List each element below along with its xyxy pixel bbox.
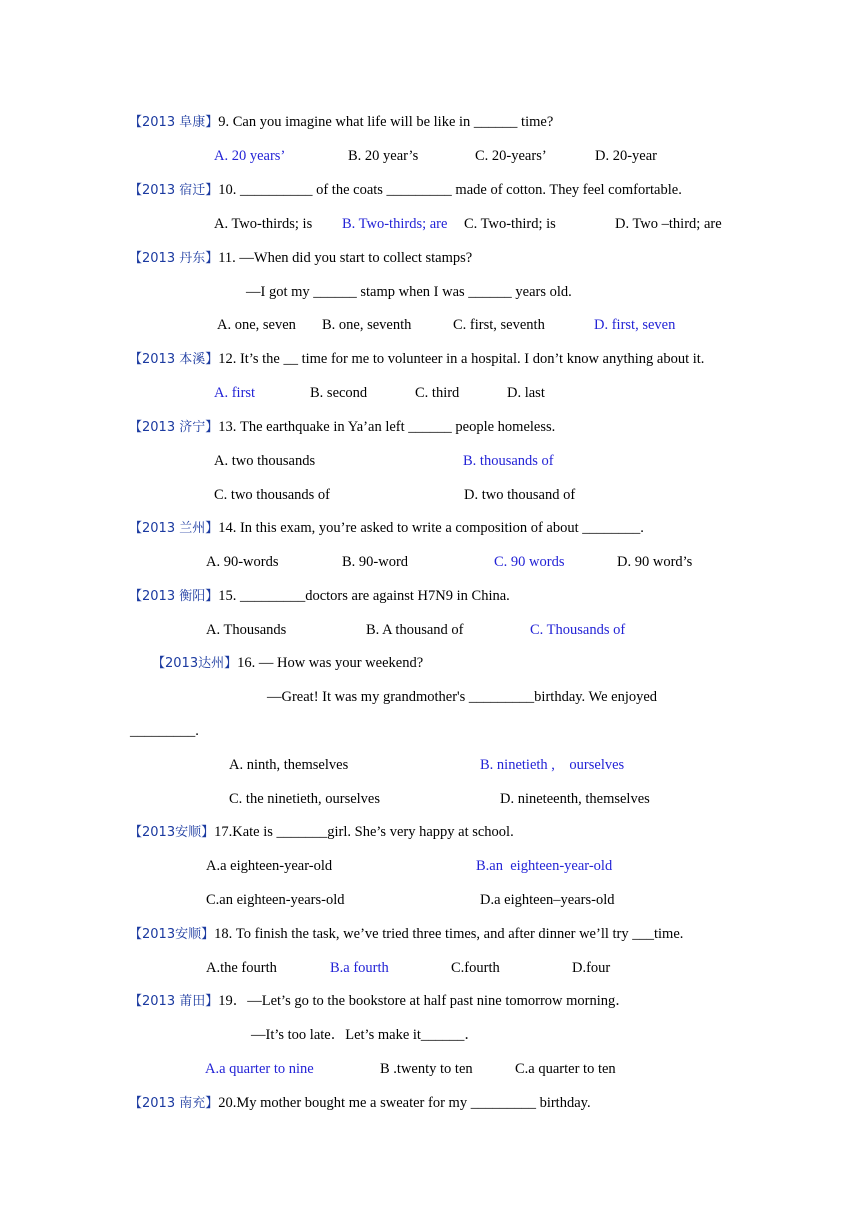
- question-14: [129, 518, 644, 539]
- question-source-tag: 【2013达州】: [152, 656, 238, 671]
- question-source-tag: 【2013 丹东】: [129, 251, 219, 266]
- option-c: C. 90 words: [494, 554, 565, 570]
- option-a: A. 90-words: [206, 554, 279, 570]
- question-15: [129, 586, 510, 607]
- option-c: C. third: [415, 385, 460, 401]
- question-stem: 18. To finish the task, we’ve tried three times, and after dinner we’ll try ___time.: [214, 926, 684, 942]
- option-d: D. two thousand of: [464, 487, 576, 503]
- question-stem: 19．—Let’s go to the bookstore at half past nine tomorrow morning．: [218, 993, 630, 1009]
- option-a: A.a quarter to nine: [205, 1061, 314, 1077]
- option-b: B. 20 year’s: [348, 148, 419, 164]
- question-stem: 13. The earthquake in Ya’an left ______ people homeless.: [218, 419, 556, 435]
- question-stem: 12. It’s the __ time for me to volunteer in a hospital. I don’t know anything about it.: [218, 351, 705, 367]
- option-c: C.an eighteen-years-old: [206, 892, 345, 908]
- option-b: B. 90-word: [342, 554, 409, 570]
- option-b: B. A thousand of: [366, 622, 464, 638]
- question-source-tag: 【2013安顺】: [129, 927, 215, 942]
- question-16: [152, 653, 423, 674]
- option-d: D. nineteenth, themselves: [500, 791, 650, 807]
- question-10: [129, 180, 682, 201]
- question-source-tag: 【2013 宿迁】: [129, 183, 219, 198]
- option-b: B. second: [310, 385, 368, 401]
- option-a: A. Two-thirds; is: [214, 216, 313, 232]
- option-b: B. one, seventh: [322, 317, 412, 333]
- option-b: B. ninetieth , ourselves: [480, 757, 625, 773]
- option-d: D. Two –third; are: [615, 216, 722, 232]
- option-d: D. 90 word’s: [617, 554, 693, 570]
- option-b: B.a fourth: [330, 960, 389, 976]
- question-stem: 11. —When did you start to collect stamps?: [218, 250, 473, 266]
- question-source-tag: 【2013安顺】: [129, 825, 215, 840]
- question-stem: 15. _________doctors are against H7N9 in China.: [218, 588, 510, 604]
- question-source-tag: 【2013 本溪】: [129, 352, 219, 367]
- option-b: B. thousands of: [463, 453, 554, 469]
- dialogue-reply: —It’s too late．Let’s make it______．: [251, 1027, 479, 1043]
- option-a: A. 20 years’: [214, 148, 286, 164]
- option-a: A.a eighteen-year-old: [206, 858, 333, 874]
- question-source-tag: 【2013 南充】: [129, 1096, 219, 1111]
- option-a: A. one, seven: [217, 317, 296, 333]
- option-c: C.a quarter to ten: [515, 1061, 616, 1077]
- option-c: C. first, seventh: [453, 317, 545, 333]
- question-stem: 10. __________ of the coats _________ made of cotton. They feel comfortable.: [218, 182, 682, 198]
- dialogue-reply: —Great! It was my grandmother's _________birthday. We enjoyed: [267, 689, 658, 705]
- question-source-tag: 【2013 衡阳】: [129, 589, 219, 604]
- question-stem: 17.Kate is _______girl. She’s very happy at school.: [214, 824, 514, 840]
- option-d: D.four: [572, 960, 611, 976]
- question-stem: 16. — How was your weekend?: [237, 655, 424, 671]
- question-17: [129, 822, 514, 843]
- option-b: B.an eighteen-year-old: [476, 858, 613, 874]
- dialogue-reply: —I got my ______ stamp when I was ______ years old.: [246, 284, 572, 300]
- option-d: D. first, seven: [594, 317, 676, 333]
- option-a: A.the fourth: [206, 960, 277, 976]
- question-stem: 9. Can you imagine what life will be like in ______ time?: [218, 114, 554, 130]
- question-stem: 14. In this exam, you’re asked to write a composition of about ________.: [218, 520, 644, 536]
- question-9: [129, 112, 553, 133]
- option-d: D. 20-year: [595, 148, 658, 164]
- option-a: A. Thousands: [206, 622, 287, 638]
- option-b: B. Two-thirds; are: [342, 216, 448, 232]
- option-c: C. Two-third; is: [464, 216, 556, 232]
- question-source-tag: 【2013 莆田】: [129, 994, 219, 1009]
- option-a: A. ninth, themselves: [229, 757, 349, 773]
- question-18: [129, 924, 683, 945]
- question-stem: 20.My mother bought me a sweater for my _________ birthday.: [218, 1095, 591, 1111]
- option-c: C. two thousands of: [214, 487, 330, 503]
- question-19: [129, 991, 630, 1012]
- option-d: D.a eighteen–years-old: [480, 892, 615, 908]
- option-a: A. first: [214, 385, 256, 401]
- question-13: [129, 417, 555, 438]
- option-c: C. Thousands of: [530, 622, 626, 638]
- question-20: [129, 1093, 591, 1114]
- option-c: C. the ninetieth, ourselves: [229, 791, 381, 807]
- option-c: C.fourth: [451, 960, 500, 976]
- question-source-tag: 【2013 济宁】: [129, 420, 219, 435]
- option-c: C. 20-years’: [475, 148, 547, 164]
- question-12: [129, 349, 704, 370]
- question-source-tag: 【2013 兰州】: [129, 521, 219, 536]
- dialogue-continuation: _________.: [130, 723, 199, 739]
- question-source-tag: 【2013 阜康】: [129, 115, 219, 130]
- option-b: B .twenty to ten: [380, 1061, 473, 1077]
- option-a: A. two thousands: [214, 453, 316, 469]
- option-d: D. last: [507, 385, 545, 401]
- question-11: [129, 248, 472, 269]
